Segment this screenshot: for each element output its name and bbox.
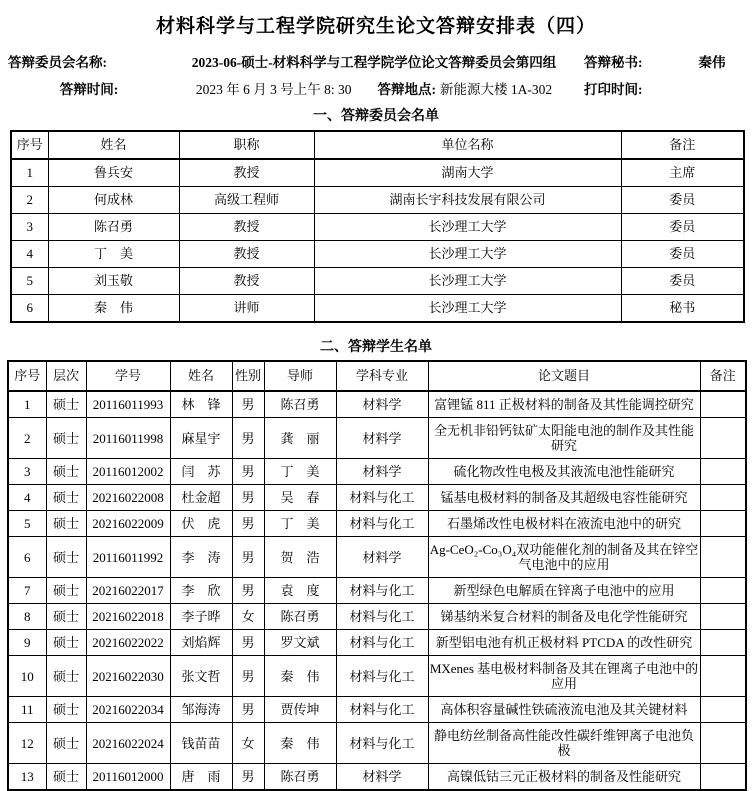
committee-cell-note: 委员 — [621, 214, 744, 241]
secretary-value: 秦伟 — [698, 54, 726, 70]
student-cell-id: 20216022022 — [86, 630, 170, 656]
student-cell-gender: 男 — [232, 630, 264, 656]
section-title-students: 二、答辩学生名单 — [320, 340, 432, 355]
committee-row — [11, 159, 744, 187]
students-header-mentor: 导师 — [264, 361, 336, 391]
students-header-level: 层次 — [46, 361, 86, 391]
committee-cell-org: 长沙理工大学 — [314, 241, 621, 268]
students-header-row — [8, 361, 746, 391]
committee-cell-no: 4 — [11, 241, 48, 268]
student-cell-name: 钱苗苗 — [170, 723, 232, 764]
student-cell-no: 12 — [8, 723, 46, 764]
student-row — [8, 578, 746, 604]
student-cell-id: 20116012000 — [86, 764, 170, 791]
student-cell-name: 李子晔 — [170, 604, 232, 630]
student-cell-mentor: 陈召勇 — [264, 764, 336, 791]
student-cell-note — [700, 723, 746, 764]
page-title: 材料科学与工程学院研究生论文答辩安排表（四） — [155, 16, 596, 37]
student-cell-level: 硕士 — [46, 485, 86, 511]
student-cell-major: 材料学 — [336, 764, 428, 791]
student-cell-note — [700, 604, 746, 630]
student-cell-major: 材料学 — [336, 537, 428, 578]
committee-cell-title: 讲师 — [179, 295, 314, 323]
student-cell-name: 李 涛 — [170, 537, 232, 578]
student-cell-gender: 男 — [232, 459, 264, 485]
student-cell-note — [700, 697, 746, 723]
student-cell-thesis: 新型绿色电解质在锌离子电池中的应用 — [428, 578, 700, 604]
info-row-time — [0, 74, 752, 101]
student-cell-id: 20116011998 — [86, 418, 170, 459]
section-title-committee: 一、答辩委员会名单 — [313, 109, 439, 124]
student-cell-level: 硕士 — [46, 604, 86, 630]
student-cell-thesis: MXenes 基电极材料制备及其在锂离子电池中的应用 — [428, 656, 700, 697]
students-header-no: 序号 — [8, 361, 46, 391]
student-cell-level: 硕士 — [46, 418, 86, 459]
committee-header-no: 序号 — [11, 131, 48, 159]
committee-cell-name: 刘玉敬 — [48, 268, 179, 295]
student-row — [8, 485, 746, 511]
time-location-group — [178, 78, 570, 98]
committee-header-row — [11, 131, 744, 159]
student-cell-level: 硕士 — [46, 656, 86, 697]
student-cell-name: 刘焰辉 — [170, 630, 232, 656]
students-header-name: 姓名 — [170, 361, 232, 391]
student-cell-note — [700, 459, 746, 485]
committee-cell-note: 主席 — [621, 159, 744, 187]
student-cell-id: 20216022018 — [86, 604, 170, 630]
committee-cell-org: 湖南大学 — [314, 159, 621, 187]
student-cell-level: 硕士 — [46, 764, 86, 791]
committee-cell-org: 长沙理工大学 — [314, 214, 621, 241]
committee-table — [10, 130, 745, 323]
student-cell-gender: 男 — [232, 578, 264, 604]
student-cell-id: 20216022009 — [86, 511, 170, 537]
committee-header-note: 备注 — [621, 131, 744, 159]
student-cell-id: 20216022024 — [86, 723, 170, 764]
student-cell-thesis: 高体积容量碱性铁硫液流电池及其关键材料 — [428, 697, 700, 723]
student-cell-no: 5 — [8, 511, 46, 537]
student-cell-thesis: Ag-CeO₂-Co₃O₄双功能催化剂的制备及其在锌空气电池中的应用 — [428, 537, 700, 578]
students-header-id: 学号 — [86, 361, 170, 391]
student-cell-level: 硕士 — [46, 697, 86, 723]
student-cell-note — [700, 485, 746, 511]
student-row — [8, 391, 746, 418]
student-cell-thesis: 富锂锰 811 正极材料的制备及其性能调控研究 — [428, 391, 700, 418]
student-cell-major: 材料与化工 — [336, 578, 428, 604]
committee-cell-title: 教授 — [179, 159, 314, 187]
student-cell-mentor: 贺 浩 — [264, 537, 336, 578]
student-cell-no: 7 — [8, 578, 46, 604]
student-cell-mentor: 罗文斌 — [264, 630, 336, 656]
committee-header-org: 单位名称 — [314, 131, 621, 159]
committee-header-name: 姓名 — [48, 131, 179, 159]
committee-row — [11, 187, 744, 214]
defense-time-label: 答辩时间: — [59, 81, 119, 97]
committee-cell-no: 3 — [11, 214, 48, 241]
student-cell-gender: 男 — [232, 764, 264, 791]
student-row — [8, 604, 746, 630]
student-cell-major: 材料与化工 — [336, 697, 428, 723]
student-cell-mentor: 丁 美 — [264, 511, 336, 537]
student-row — [8, 723, 746, 764]
students-header-thesis: 论文题目 — [428, 361, 700, 391]
committee-cell-name: 陈召勇 — [48, 214, 179, 241]
students-header-note: 备注 — [700, 361, 746, 391]
student-cell-note — [700, 764, 746, 791]
committee-name-label: 答辩委员会名称: — [8, 54, 107, 70]
student-cell-major: 材料与化工 — [336, 723, 428, 764]
student-cell-gender: 男 — [232, 485, 264, 511]
student-cell-name: 麻星宇 — [170, 418, 232, 459]
student-cell-gender: 男 — [232, 697, 264, 723]
committee-cell-no: 6 — [11, 295, 48, 323]
committee-cell-org: 长沙理工大学 — [314, 295, 621, 323]
committee-cell-title: 教授 — [179, 241, 314, 268]
committee-cell-title: 教授 — [179, 268, 314, 295]
student-cell-note — [700, 630, 746, 656]
students-header-major: 学科专业 — [336, 361, 428, 391]
defense-time-value: 2023 年 6 月 3 号上午 8: 30 — [195, 81, 352, 97]
student-cell-no: 3 — [8, 459, 46, 485]
student-cell-level: 硕士 — [46, 630, 86, 656]
committee-row — [11, 241, 744, 268]
student-cell-name: 林 锋 — [170, 391, 232, 418]
student-cell-id: 20216022008 — [86, 485, 170, 511]
committee-name-value: 2023-06-硕士-材料科学与工程学院学位论文答辩委员会第四组 — [191, 54, 557, 70]
student-cell-no: 9 — [8, 630, 46, 656]
student-cell-gender: 男 — [232, 537, 264, 578]
student-cell-name: 杜金超 — [170, 485, 232, 511]
student-row — [8, 537, 746, 578]
student-cell-name: 闫 苏 — [170, 459, 232, 485]
committee-cell-no: 2 — [11, 187, 48, 214]
student-cell-major: 材料与化工 — [336, 485, 428, 511]
student-cell-mentor: 陈召勇 — [264, 604, 336, 630]
committee-cell-name: 丁 美 — [48, 241, 179, 268]
student-cell-note — [700, 656, 746, 697]
print-time-label: 打印时间: — [584, 81, 643, 97]
student-cell-major: 材料与化工 — [336, 604, 428, 630]
student-cell-level: 硕士 — [46, 459, 86, 485]
student-cell-id: 20216022030 — [86, 656, 170, 697]
committee-cell-note: 委员 — [621, 187, 744, 214]
student-cell-gender: 男 — [232, 391, 264, 418]
committee-row — [11, 214, 744, 241]
student-cell-gender: 男 — [232, 511, 264, 537]
students-table — [7, 360, 747, 791]
student-cell-major: 材料学 — [336, 459, 428, 485]
student-row — [8, 459, 746, 485]
student-cell-mentor: 吴 春 — [264, 485, 336, 511]
student-cell-no: 10 — [8, 656, 46, 697]
committee-cell-note: 委员 — [621, 268, 744, 295]
student-row — [8, 511, 746, 537]
committee-cell-name: 秦 伟 — [48, 295, 179, 323]
header-info — [0, 47, 752, 101]
student-cell-no: 1 — [8, 391, 46, 418]
defense-location-label: 答辩地点: — [377, 81, 436, 97]
student-cell-major: 材料与化工 — [336, 511, 428, 537]
committee-cell-org: 湖南长宇科技发展有限公司 — [314, 187, 621, 214]
student-cell-note — [700, 537, 746, 578]
student-cell-gender: 女 — [232, 604, 264, 630]
info-row-committee — [0, 47, 752, 74]
student-row — [8, 418, 746, 459]
student-cell-no: 6 — [8, 537, 46, 578]
student-cell-id: 20216022034 — [86, 697, 170, 723]
student-cell-major: 材料学 — [336, 391, 428, 418]
student-cell-gender: 女 — [232, 723, 264, 764]
committee-cell-title: 高级工程师 — [179, 187, 314, 214]
student-cell-major: 材料与化工 — [336, 630, 428, 656]
student-row — [8, 697, 746, 723]
student-cell-note — [700, 511, 746, 537]
student-cell-thesis: 全无机非铅钙钛矿太阳能电池的制作及其性能研究 — [428, 418, 700, 459]
committee-cell-name: 何成林 — [48, 187, 179, 214]
committee-row — [11, 268, 744, 295]
student-cell-name: 张文哲 — [170, 656, 232, 697]
student-cell-name: 伏 虎 — [170, 511, 232, 537]
student-cell-mentor: 袁 度 — [264, 578, 336, 604]
student-cell-mentor: 秦 伟 — [264, 656, 336, 697]
student-row — [8, 630, 746, 656]
student-cell-thesis: 新型铝电池有机正极材料 PTCDA 的改性研究 — [428, 630, 700, 656]
committee-cell-note: 委员 — [621, 241, 744, 268]
committee-row — [11, 295, 744, 323]
student-cell-mentor: 丁 美 — [264, 459, 336, 485]
committee-cell-no: 1 — [11, 159, 48, 187]
student-cell-thesis: 静电纺丝制备高性能改性碳纤维钾离子电池负极 — [428, 723, 700, 764]
student-cell-thesis: 高镍低钴三元正极材料的制备及性能研究 — [428, 764, 700, 791]
student-cell-level: 硕士 — [46, 578, 86, 604]
student-cell-level: 硕士 — [46, 723, 86, 764]
students-header-gender: 性别 — [232, 361, 264, 391]
committee-cell-title: 教授 — [179, 214, 314, 241]
student-cell-mentor: 贾传坤 — [264, 697, 336, 723]
student-cell-thesis: 石墨烯改性电极材料在液流电池中的研究 — [428, 511, 700, 537]
student-cell-note — [700, 418, 746, 459]
student-cell-level: 硕士 — [46, 391, 86, 418]
student-cell-id: 20216022017 — [86, 578, 170, 604]
student-cell-gender: 男 — [232, 418, 264, 459]
student-cell-note — [700, 391, 746, 418]
secretary-label: 答辩秘书: — [584, 54, 643, 70]
student-cell-no: 2 — [8, 418, 46, 459]
student-cell-no: 11 — [8, 697, 46, 723]
student-cell-major: 材料学 — [336, 418, 428, 459]
student-cell-id: 20116011992 — [86, 537, 170, 578]
committee-cell-org: 长沙理工大学 — [314, 268, 621, 295]
student-cell-level: 硕士 — [46, 537, 86, 578]
student-cell-thesis: 硫化物改性电极及其液流电池性能研究 — [428, 459, 700, 485]
student-cell-name: 唐 雨 — [170, 764, 232, 791]
committee-cell-note: 秘书 — [621, 295, 744, 323]
student-cell-gender: 男 — [232, 656, 264, 697]
student-cell-mentor: 陈召勇 — [264, 391, 336, 418]
student-cell-mentor: 秦 伟 — [264, 723, 336, 764]
student-cell-thesis: 锑基纳米复合材料的制备及电化学性能研究 — [428, 604, 700, 630]
student-cell-mentor: 龚 丽 — [264, 418, 336, 459]
committee-cell-no: 5 — [11, 268, 48, 295]
student-row — [8, 656, 746, 697]
student-cell-no: 13 — [8, 764, 46, 791]
defense-location-value: 新能源大楼 1A-302 — [440, 81, 553, 97]
student-cell-thesis: 锰基电极材料的制备及其超级电容性能研究 — [428, 485, 700, 511]
student-cell-note — [700, 578, 746, 604]
student-cell-no: 8 — [8, 604, 46, 630]
student-cell-name: 邹海涛 — [170, 697, 232, 723]
committee-cell-name: 鲁兵安 — [48, 159, 179, 187]
student-cell-id: 20116011993 — [86, 391, 170, 418]
student-row — [8, 764, 746, 791]
committee-header-title: 职称 — [179, 131, 314, 159]
student-cell-major: 材料与化工 — [336, 656, 428, 697]
student-cell-no: 4 — [8, 485, 46, 511]
student-cell-name: 李 欣 — [170, 578, 232, 604]
student-cell-id: 20116012002 — [86, 459, 170, 485]
student-cell-level: 硕士 — [46, 511, 86, 537]
